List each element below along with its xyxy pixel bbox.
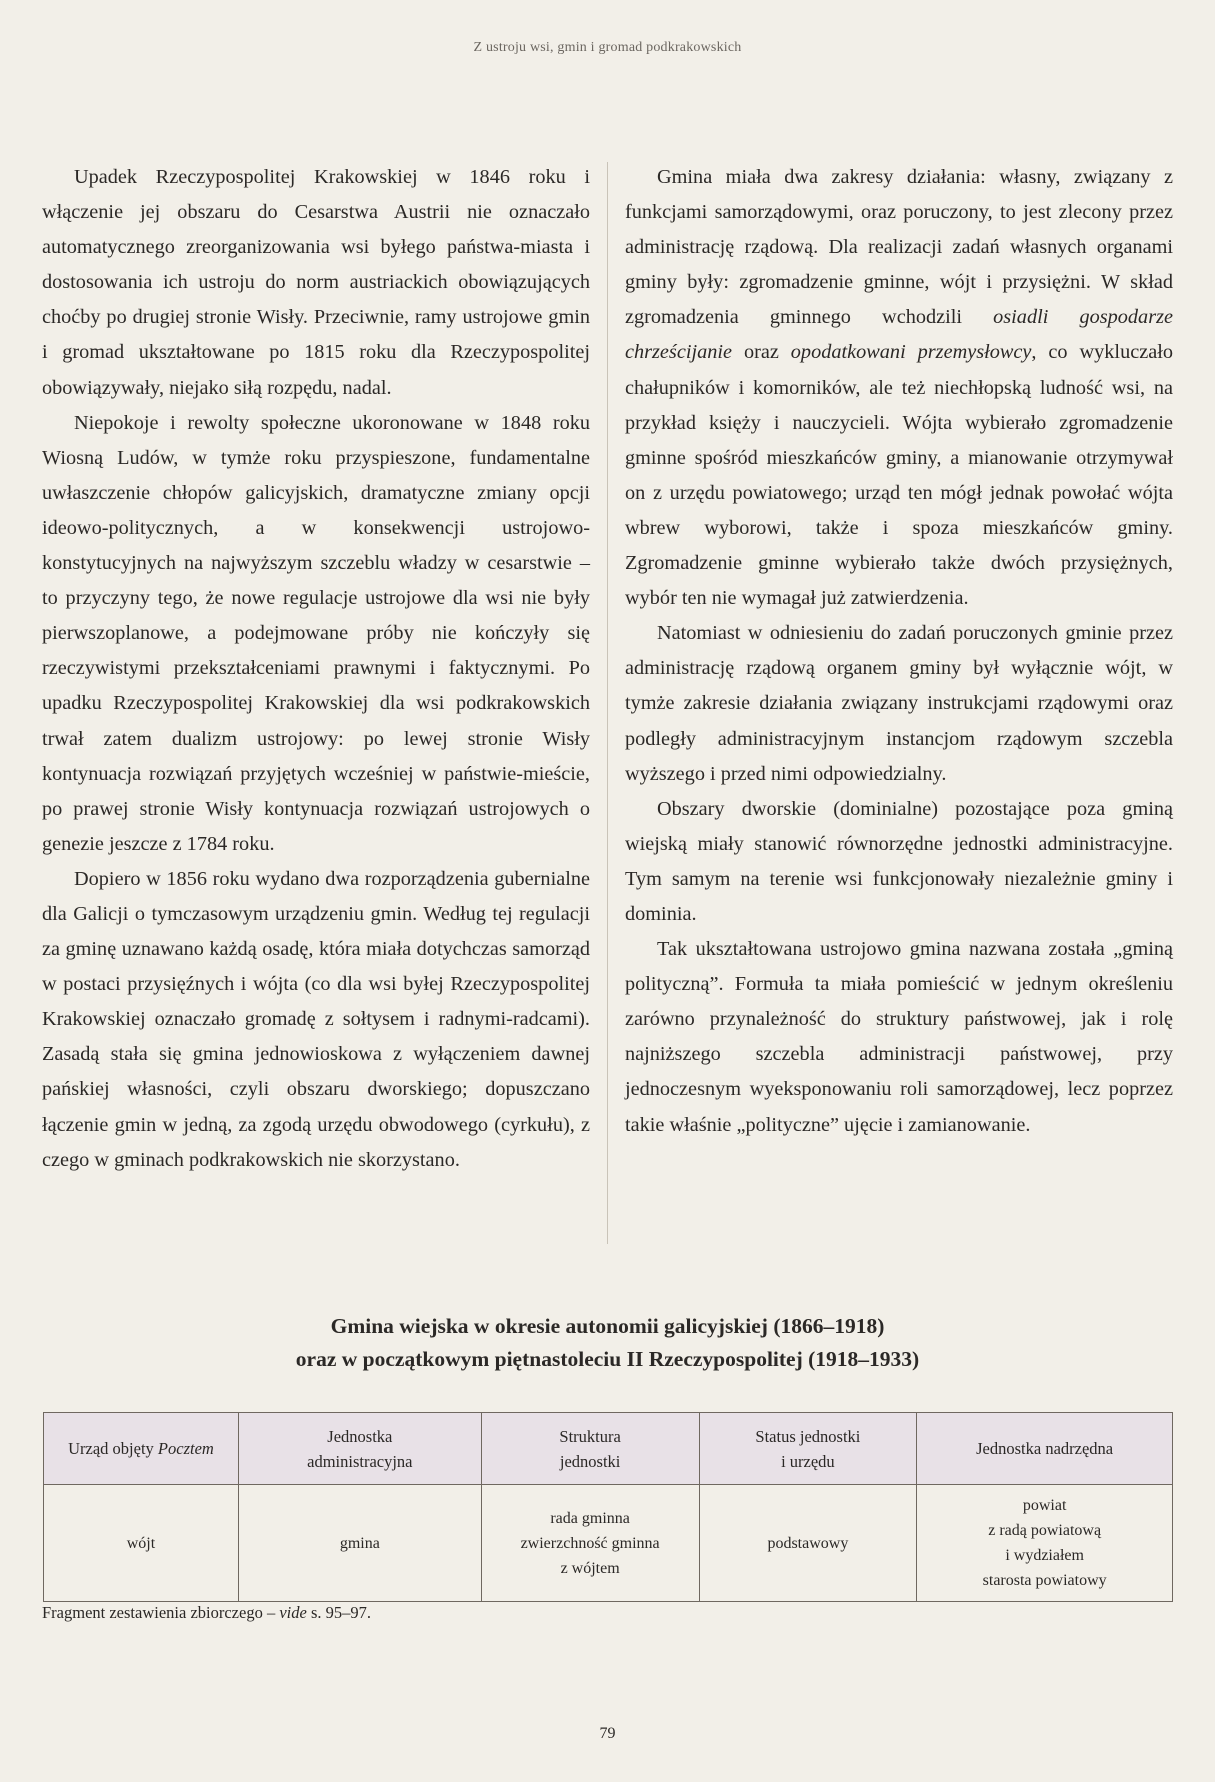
- paragraph: Gmina miała dwa zakresy działania: własny, związany z funkcjami samorządowymi, oraz poruczony, to jest zlecony przez administrację rządową. Dla realizacji zadań własnych organami gminy były: zgromadzenie gminne, wójt i przysiężni. W skład zgromadzenia gminnego wchodzili osiadli gospodarze chrześcijanie oraz opodatkowani przemysłowcy, co wykluczało chałupników i komorników, ale też niechłopską ludność wsi, na przykład księży i nauczycieli. Wójta wybierało zgromadzenie gminne spośród mieszkańców gminy, a mianowanie otrzymywał on z urzędu powiatowego; urząd ten mógł jednak powołać wójta wbrew wyborowi, także i spoza mieszkańców gminy. Zgromadzenie gminne wybierało także dwóch przysiężnych, wybór ten nie wymagał już zatwierdzenia.: [625, 166, 1173, 610]
- table-caption: Fragment zestawienia zbiorczego – vide s. 95–97.: [42, 1603, 371, 1622]
- table-cell: rada gminna zwierzchność gminna z wójtem: [481, 1485, 699, 1602]
- paragraph: Obszary dworskie (dominialne) pozostające poza gminą wiejską miały stanowić równorzędne jednostki administracyjne. Tym samym na terenie wsi funkcjonowały niezależnie gminy i dominia.: [625, 797, 1173, 925]
- left-column: [42, 160, 590, 1178]
- summary-table: [43, 1412, 1173, 1602]
- header-cell: Urząd objęty Pocztem: [44, 1413, 239, 1485]
- table-cell: powiat z radą powiatową i wydziałem starosta powiatowy: [917, 1485, 1173, 1602]
- table-cell: podstawowy: [699, 1485, 917, 1602]
- italic-term: opodatkowani przemysłowcy: [790, 341, 1032, 364]
- paragraph: Niepokoje i rewolty społeczne ukoronowane w 1848 roku Wiosną Ludów, w tymże roku przyspieszone, fundamentalne uwłaszczenie chłopów galicyjskich, dramatyczne zmiany opcji ideowo-politycznych, a w konsekwencji ustrojowo-konstytucyjnych na najwyższym szczeblu władzy w cesarstwie – to przyczyny tego, że nowe regulacje ustrojowe dla wsi nie były pierwszoplanowe, a podejmowane próby nie kończyły się rzeczywistymi przekształceniami prawnymi i faktycznymi. Po upadku Rzeczypospolitej Krakowskiej dla wsi podkrakowskich trwał zatem dualizm ustrojowy: po lewej stronie Wisły kontynuacja rozwiązań przyjętych wcześniej w państwie-mieście, po prawej stronie Wisły kontynuacja rozwiązań ustrojowych o genezie jeszcze z 1784 roku.: [42, 411, 590, 855]
- italic-term: osiadli gospodarze chrześcijanie: [625, 306, 1173, 364]
- running-head: Z ustroju wsi, gmin i gromad podkrakowskich: [473, 40, 742, 55]
- table-cell: wójt: [44, 1485, 239, 1602]
- table-row: [44, 1485, 1173, 1602]
- right-column: [625, 160, 1173, 1143]
- table-cell: gmina: [238, 1485, 481, 1602]
- paragraph: Dopiero w 1856 roku wydano dwa rozporządzenia gubernialne dla Galicji o tymczasowym urządzeniu gmin. Według tej regulacji za gminę uznawano każdą osadę, która miała dotychczas samorząd w postaci przysięźnych i wójta (co dla wsi byłej Rzeczypospolitej Krakowskiej oznaczało gromadę z sołtysem i radnymi-radcami). Zasadą stała się gmina jednowioskowa z wyłączeniem dawnej pańskiej własności, czyli obszaru dworskiego; dopuszczano łączenie gmin w jedną, za zgodą urzędu obwodowego (cyrkułu), z czego w gminach podkrakowskich nie skorzystano.: [42, 867, 590, 1171]
- header-cell: Struktura jednostki: [481, 1413, 699, 1485]
- page-number: 79: [599, 1725, 616, 1742]
- table-header-row: [44, 1413, 1173, 1485]
- column-divider: [607, 162, 608, 1244]
- header-cell: Status jednostki i urzędu: [699, 1413, 917, 1485]
- header-cell: Jednostka nadrzędna: [917, 1413, 1173, 1485]
- paragraph: Tak ukształtowana ustrojowo gmina nazwana została „gminą polityczną”. Formuła ta miała pomieścić w jednym określeniu zarówno przynależność do struktury państwowej, jak i rolę najniższego szczebla administracji państwowej, przy jednoczesnym wyeksponowaniu roli samorządowej, lecz poprzez takie właśnie „polityczne” ujęcie i zamianowanie.: [625, 938, 1173, 1136]
- paragraph: Natomiast w odniesieniu do zadań poruczonych gminie przez administrację rządową organem gminy był wyłącznie wójt, w tymże zakresie działania związany instrukcjami rządowymi oraz podległy administracyjnym instancjom rządowym szczebla wyższego i przed nimi odpowiedzialny.: [625, 622, 1173, 785]
- table-title: Gmina wiejska w okresie autonomii galicyjskiej (1866–1918) oraz w początkowym piętnastoleciu II Rzeczypospolitej (1918–1933): [295, 1314, 920, 1371]
- paragraph: Upadek Rzeczypospolitej Krakowskiej w 1846 roku i włączenie jej obszaru do Cesarstwa Austrii nie oznaczało automatycznego zreorganizowania wsi byłego państwa-miasta i dostosowania ich ustroju do norm austriackich obowiązujących choćby po drugiej stronie Wisły. Przeciwnie, ramy ustrojowe gmin i gromad ukształtowane po 1815 roku dla Rzeczypospolitej obowiązywały, niejako siłą rozpędu, nadal.: [42, 166, 590, 399]
- header-cell: Jednostka administracyjna: [238, 1413, 481, 1485]
